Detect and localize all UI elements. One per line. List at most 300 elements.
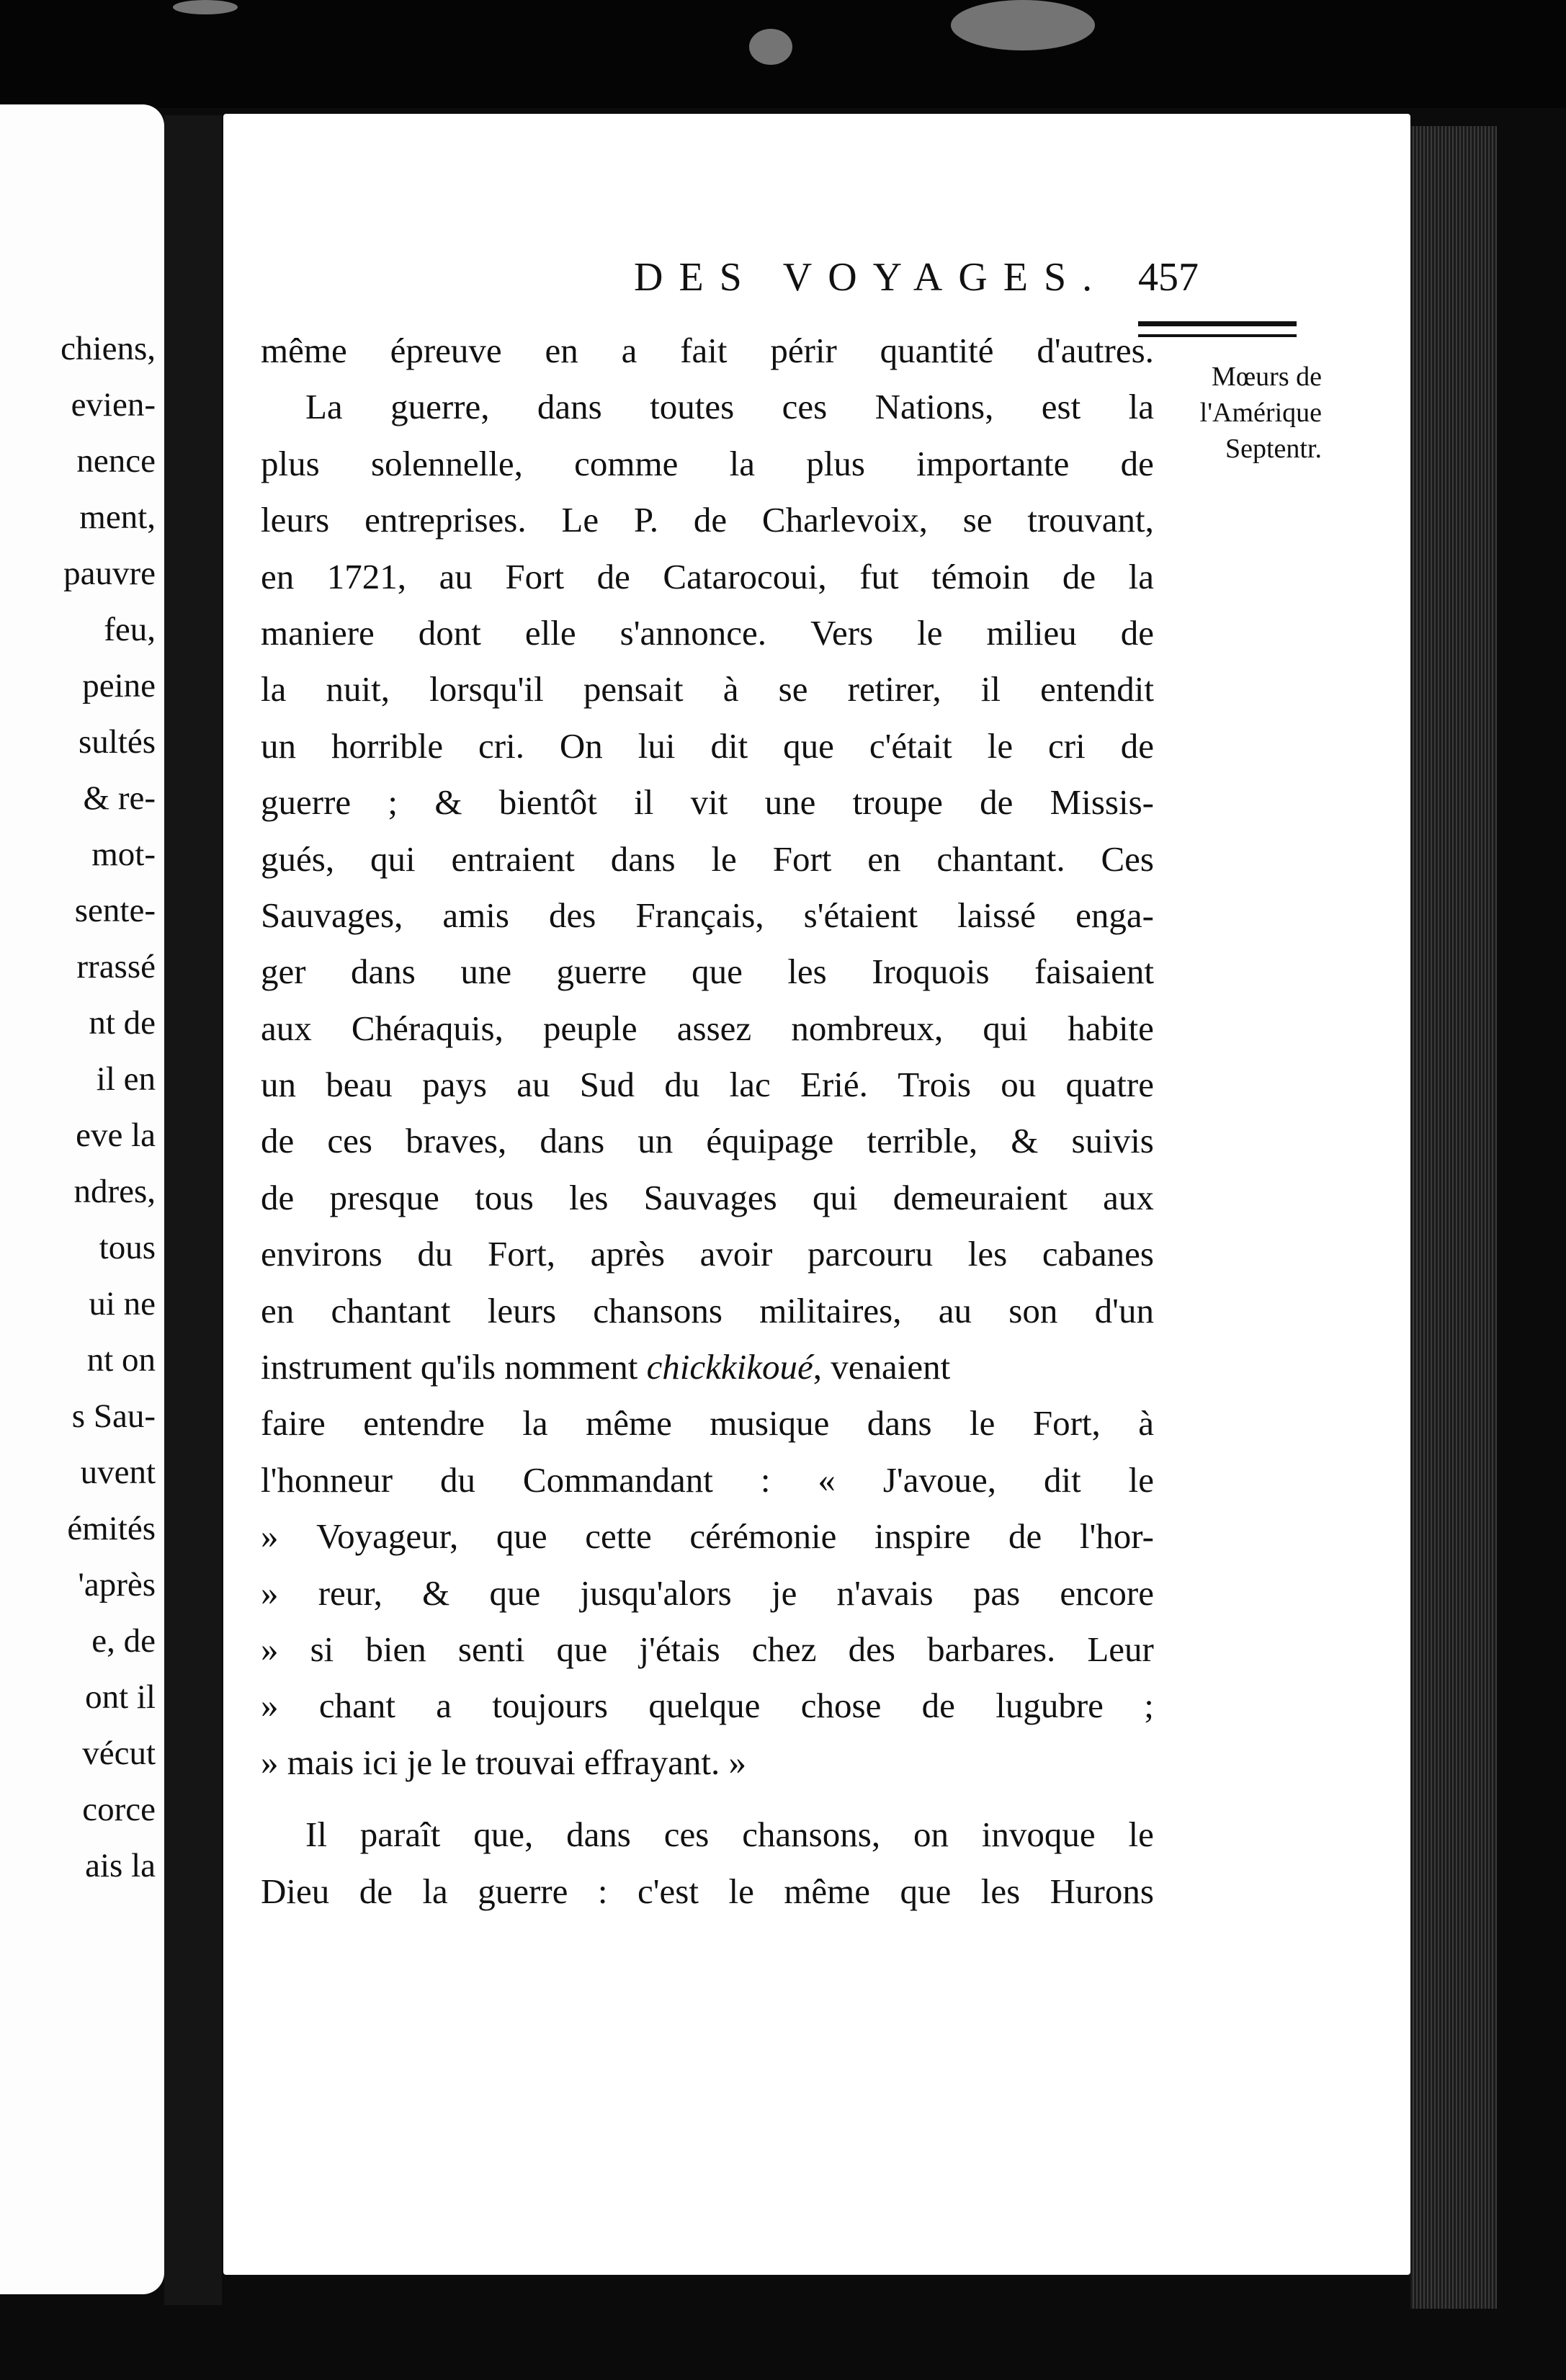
marginal-note-line: l'Amérique <box>1199 398 1322 428</box>
word: guerre <box>478 1871 568 1911</box>
word: d'un <box>1094 1290 1154 1330</box>
text-line <box>261 1226 1154 1282</box>
word: au <box>439 556 473 596</box>
left-page-fragment: vécut <box>82 1735 156 1772</box>
word: Catarocoui, <box>663 556 827 596</box>
left-page-fragment: ment, <box>79 498 156 536</box>
word: troupe <box>852 782 943 823</box>
word: tous <box>475 1177 534 1217</box>
text-line <box>261 492 1154 548</box>
word: se <box>962 500 993 540</box>
word: a <box>621 331 637 370</box>
text-line <box>261 1864 1154 1920</box>
word: la <box>1128 387 1154 427</box>
word: fut <box>859 556 899 596</box>
word: s'étaient <box>803 895 918 935</box>
word: toutes <box>650 387 735 427</box>
word: importante <box>916 443 1070 483</box>
text-line <box>261 718 1154 774</box>
word: dit <box>1043 1459 1081 1500</box>
word: P. <box>633 500 658 540</box>
word: au <box>938 1290 972 1330</box>
word: qui <box>983 1008 1029 1048</box>
word: s'annonce. <box>619 612 767 653</box>
word: milieu <box>986 612 1077 653</box>
word: demeuraient <box>892 1177 1068 1217</box>
word: maniere <box>261 612 375 653</box>
word: périr <box>770 331 837 370</box>
word: bien <box>365 1629 426 1669</box>
word: en <box>867 838 901 879</box>
word: inspire <box>874 1516 971 1557</box>
word: chant <box>318 1686 395 1726</box>
word: jusqu'alors <box>580 1572 732 1613</box>
word: retirer, <box>847 669 941 710</box>
word: toujours <box>492 1686 608 1726</box>
word: barbares. <box>927 1629 1056 1669</box>
word: nombreux, <box>791 1008 944 1048</box>
word: quelque <box>648 1686 761 1726</box>
word: dit <box>710 725 748 766</box>
word: son <box>1008 1290 1058 1330</box>
word: guerre <box>556 952 647 992</box>
word: de <box>921 1686 955 1726</box>
word: Fort <box>772 838 832 879</box>
text-line <box>261 1001 1154 1057</box>
word: Chéraquis, <box>351 1008 504 1048</box>
word: faisaient <box>1034 952 1154 992</box>
word: horrible <box>331 725 444 766</box>
word: à <box>722 669 739 710</box>
word: guerre <box>261 782 352 823</box>
word: un <box>637 1121 674 1161</box>
word: un <box>261 725 296 766</box>
word: pays <box>422 1065 487 1105</box>
word: le <box>987 725 1014 766</box>
left-page-fragment: s Sau- <box>71 1397 156 1435</box>
text-line <box>261 379 1154 435</box>
left-page-fragment: émités <box>67 1510 156 1547</box>
word: les <box>568 1177 609 1217</box>
word: il <box>634 782 654 823</box>
word: » <box>261 1629 279 1669</box>
word: c'était <box>869 725 952 766</box>
text-line <box>261 605 1154 661</box>
left-page-fragment: ont il <box>85 1678 156 1716</box>
left-page-fragment: mot- <box>91 836 156 873</box>
main-page <box>223 114 1410 2275</box>
word: même <box>261 331 347 370</box>
word: qui <box>370 838 416 879</box>
word: On <box>559 725 603 766</box>
word: plus <box>261 443 320 483</box>
word: de <box>1008 1516 1042 1557</box>
word: ou <box>1001 1065 1037 1105</box>
word: Iroquois <box>872 952 990 992</box>
word: l'hor- <box>1079 1516 1154 1557</box>
word: » <box>261 1686 279 1726</box>
word: que <box>489 1572 541 1613</box>
running-head <box>411 254 1369 305</box>
word: leurs <box>487 1290 557 1330</box>
word: 1721, <box>326 556 407 596</box>
word: de <box>980 782 1014 823</box>
left-page-fragment: nence <box>76 442 156 480</box>
left-facing-page <box>0 104 164 2294</box>
word: laissé <box>957 895 1037 935</box>
word: avoir <box>699 1234 773 1274</box>
word: Ces <box>1101 838 1154 879</box>
text-line <box>261 549 1154 605</box>
word: Commandant <box>522 1459 713 1500</box>
left-page-fragment: sente- <box>74 892 156 929</box>
word: dans <box>540 1121 605 1161</box>
left-page-fragment: nt de <box>89 1004 156 1042</box>
left-page-fragment: eve la <box>76 1117 156 1154</box>
word: cri. <box>478 725 524 766</box>
word: le <box>970 1403 995 1444</box>
left-page-fragment: rrassé <box>76 948 156 985</box>
text-line-content: , venaient <box>813 1347 951 1387</box>
running-title: DES VOYAGES. <box>634 255 1109 300</box>
word: cabanes <box>1042 1234 1154 1274</box>
word: dont <box>418 612 481 653</box>
marginal-note <box>1127 359 1322 467</box>
word: au <box>516 1065 550 1105</box>
word: le <box>917 612 943 653</box>
word: Leur <box>1087 1629 1154 1669</box>
word: dans <box>610 838 676 879</box>
word: une <box>764 782 816 823</box>
word: l'honneur <box>261 1459 393 1500</box>
word: paraît <box>359 1815 441 1855</box>
word: parcouru <box>807 1234 934 1274</box>
word: » <box>261 1572 279 1613</box>
text-line <box>261 887 1154 944</box>
word: quantité <box>880 331 994 370</box>
word: un <box>261 1065 296 1105</box>
instrument-name: chickkikoué <box>646 1347 813 1387</box>
word: braves, <box>406 1121 507 1161</box>
word: leurs <box>261 500 330 540</box>
word: ger <box>261 952 306 992</box>
word: c'est <box>637 1871 699 1911</box>
word: comme <box>574 443 679 483</box>
word: de <box>1120 443 1154 483</box>
word: gués, <box>261 838 335 879</box>
word: quatre <box>1065 1065 1154 1105</box>
text-line <box>261 1452 1154 1508</box>
word: même <box>586 1403 672 1444</box>
word: Il <box>305 1815 327 1855</box>
text-line <box>261 1678 1154 1734</box>
word: en <box>261 556 295 596</box>
word: Le <box>561 500 599 540</box>
page-number: 457 <box>1138 255 1199 300</box>
word: Sauvages <box>643 1177 777 1217</box>
word: & <box>422 1572 450 1613</box>
text-line-content: » mais ici je le trouvai effrayant. » <box>261 1742 746 1782</box>
text-line <box>261 1565 1154 1621</box>
left-page-fragment: feu, <box>104 611 156 648</box>
word: Sud <box>579 1065 635 1105</box>
word: de <box>359 1871 393 1911</box>
scan-stain <box>749 29 792 65</box>
word: Nations, <box>874 387 994 427</box>
left-page-fragment: e, de <box>91 1622 156 1660</box>
word: dans <box>867 1403 932 1444</box>
left-page-fragment: evien- <box>71 386 156 424</box>
word: une <box>460 952 512 992</box>
word: épreuve <box>390 331 502 370</box>
word: elle <box>524 612 576 653</box>
word: amis <box>442 895 509 935</box>
text-line <box>261 1339 1154 1395</box>
word: du <box>664 1065 700 1105</box>
page-edges <box>1410 126 1497 2309</box>
left-page-fragment: sultés <box>78 723 156 761</box>
left-page-fragment: tous <box>99 1229 156 1266</box>
left-page-fragment: uvent <box>80 1454 156 1491</box>
word: on <box>913 1815 949 1855</box>
word: : <box>597 1871 608 1911</box>
word: Fort, <box>1032 1403 1101 1444</box>
text-line <box>261 1621 1154 1678</box>
word: lac <box>729 1065 771 1105</box>
word: environs <box>261 1234 382 1274</box>
word: vit <box>690 782 728 823</box>
margin-rule <box>1138 321 1297 337</box>
word: faire <box>261 1403 326 1444</box>
word: de <box>693 500 728 540</box>
left-page-fragment: 'après <box>78 1566 156 1603</box>
word: le <box>711 838 737 879</box>
word: chansons, <box>742 1815 881 1855</box>
word: dans <box>537 387 602 427</box>
word: cette <box>585 1516 652 1557</box>
text-line <box>261 1283 1154 1339</box>
word: entendit <box>1040 669 1154 710</box>
word: que <box>783 725 834 766</box>
word: de <box>261 1177 295 1217</box>
word: que <box>692 952 743 992</box>
word: si <box>310 1629 334 1669</box>
word: Fort, <box>488 1234 555 1274</box>
word: il <box>980 669 1001 710</box>
word: musique <box>710 1403 830 1444</box>
text-line <box>261 1057 1154 1113</box>
word: aux <box>261 1008 312 1048</box>
word: beau <box>326 1065 393 1105</box>
text-line <box>261 1170 1154 1226</box>
text-line <box>261 774 1154 831</box>
word: des <box>548 895 596 935</box>
word: lui <box>637 725 676 766</box>
word: la <box>1128 556 1154 596</box>
word: Charlevoix, <box>761 500 928 540</box>
word: est <box>1041 387 1081 427</box>
word: chantant. <box>936 838 1065 879</box>
text-line <box>261 1807 1154 1863</box>
word: d'autres. <box>1037 331 1154 370</box>
word: du <box>417 1234 453 1274</box>
word: J'avoue, <box>882 1459 997 1500</box>
word: je <box>771 1572 797 1613</box>
word: pas <box>972 1572 1021 1613</box>
word: chose <box>800 1686 882 1726</box>
word: ; <box>1144 1686 1154 1726</box>
word: Dieu <box>261 1871 330 1911</box>
word: les <box>980 1871 1021 1911</box>
marginal-note-line: Mœurs de <box>1211 362 1322 392</box>
left-page-fragment: & re- <box>83 779 156 817</box>
word: a <box>436 1686 452 1726</box>
text-line <box>261 1395 1154 1451</box>
word: bientôt <box>498 782 597 823</box>
word: les <box>787 952 827 992</box>
word: n'avais <box>836 1572 934 1613</box>
text-line <box>261 323 1154 379</box>
word: nuit, <box>326 669 390 710</box>
word: qui <box>812 1177 858 1217</box>
word: que <box>900 1871 952 1911</box>
word: de <box>261 1121 295 1161</box>
left-page-fragment: peine <box>82 667 156 704</box>
word: habite <box>1068 1008 1154 1048</box>
word: que <box>496 1516 547 1557</box>
scan-stain <box>173 0 238 14</box>
word: de <box>1120 612 1154 653</box>
word: la <box>422 1871 448 1911</box>
left-page-fragment: ui ne <box>89 1285 156 1323</box>
word: « <box>818 1459 836 1500</box>
paragraph-gap <box>261 1791 1154 1807</box>
word: & <box>434 782 462 823</box>
word: ces <box>782 387 828 427</box>
word: Fort <box>505 556 565 596</box>
word: la <box>522 1403 548 1444</box>
word: enga- <box>1075 895 1154 935</box>
word: Sauvages, <box>261 895 403 935</box>
word: dans <box>351 952 416 992</box>
text-line <box>261 1113 1154 1169</box>
text-line <box>261 831 1154 887</box>
word: assez <box>676 1008 752 1048</box>
left-page-fragment: il en <box>96 1060 156 1098</box>
word: Français, <box>635 895 764 935</box>
word: lorsqu'il <box>429 669 544 710</box>
text-line <box>261 944 1154 1000</box>
word: cérémonie <box>689 1516 837 1557</box>
word: fait <box>680 331 728 370</box>
word: guerre, <box>390 387 490 427</box>
word: Voyageur, <box>316 1516 459 1557</box>
word: dans <box>566 1815 631 1855</box>
word: que, <box>473 1815 534 1855</box>
word: se <box>778 669 808 710</box>
word: Hurons <box>1050 1871 1154 1911</box>
word: le <box>1128 1459 1154 1500</box>
left-page-fragment: nt on <box>86 1341 156 1379</box>
word: cri <box>1048 725 1086 766</box>
word: suivis <box>1071 1121 1154 1161</box>
word: Vers <box>810 612 874 653</box>
word: équipage <box>706 1121 834 1161</box>
scan-stain <box>951 0 1095 50</box>
word: la <box>729 443 755 483</box>
word: ces <box>327 1121 372 1161</box>
word: entreprises. <box>364 500 527 540</box>
word: solennelle, <box>370 443 523 483</box>
book-gutter <box>164 115 222 2305</box>
word: en <box>261 1290 295 1330</box>
word: chantant <box>331 1290 451 1330</box>
word: senti <box>457 1629 525 1669</box>
word: peuple <box>543 1008 637 1048</box>
word: ces <box>663 1815 710 1855</box>
word: Erié. <box>800 1065 868 1105</box>
word: que <box>556 1629 608 1669</box>
text-line <box>261 436 1154 492</box>
body-text <box>261 323 1154 1920</box>
word: entendre <box>363 1403 485 1444</box>
word: entraient <box>451 838 575 879</box>
word: encore <box>1060 1572 1154 1613</box>
word: presque <box>329 1177 439 1217</box>
left-page-fragment: ndres, <box>73 1173 156 1210</box>
word: lugubre <box>995 1686 1104 1726</box>
word: à <box>1138 1403 1154 1444</box>
word: j'étais <box>639 1629 720 1669</box>
marginal-note-line: Septentr. <box>1225 434 1322 464</box>
left-page-fragment: pauvre <box>63 555 156 592</box>
word: après <box>590 1234 665 1274</box>
word: militaires, <box>759 1290 902 1330</box>
word: : <box>760 1459 771 1500</box>
word: invoque <box>981 1815 1096 1855</box>
word: les <box>967 1234 1008 1274</box>
word: plus <box>806 443 865 483</box>
word: terrible, <box>867 1121 978 1161</box>
word: Missis- <box>1050 782 1154 823</box>
left-page-fragment: chiens, <box>61 330 156 367</box>
word: du <box>439 1459 475 1500</box>
word: même <box>784 1871 871 1911</box>
left-page-fragment: corce <box>82 1791 156 1828</box>
word: de <box>1062 556 1096 596</box>
word: Trois <box>898 1065 971 1105</box>
text-line-content: instrument qu'ils nomment <box>261 1347 638 1387</box>
text-line <box>261 1508 1154 1565</box>
word: aux <box>1103 1177 1154 1217</box>
word: le <box>728 1871 754 1911</box>
word: de <box>596 556 630 596</box>
word: la <box>261 669 287 710</box>
word: témoin <box>931 556 1030 596</box>
word: le <box>1128 1815 1154 1855</box>
word: ; <box>388 782 398 823</box>
word: chez <box>751 1629 817 1669</box>
word: pensait <box>583 669 684 710</box>
word: en <box>545 331 578 370</box>
word: reur, <box>318 1572 382 1613</box>
word: des <box>848 1629 895 1669</box>
word: & <box>1011 1121 1039 1161</box>
word: » <box>261 1516 279 1557</box>
word: La <box>305 387 343 427</box>
word: trouvant, <box>1027 500 1154 540</box>
word: chansons <box>593 1290 722 1330</box>
